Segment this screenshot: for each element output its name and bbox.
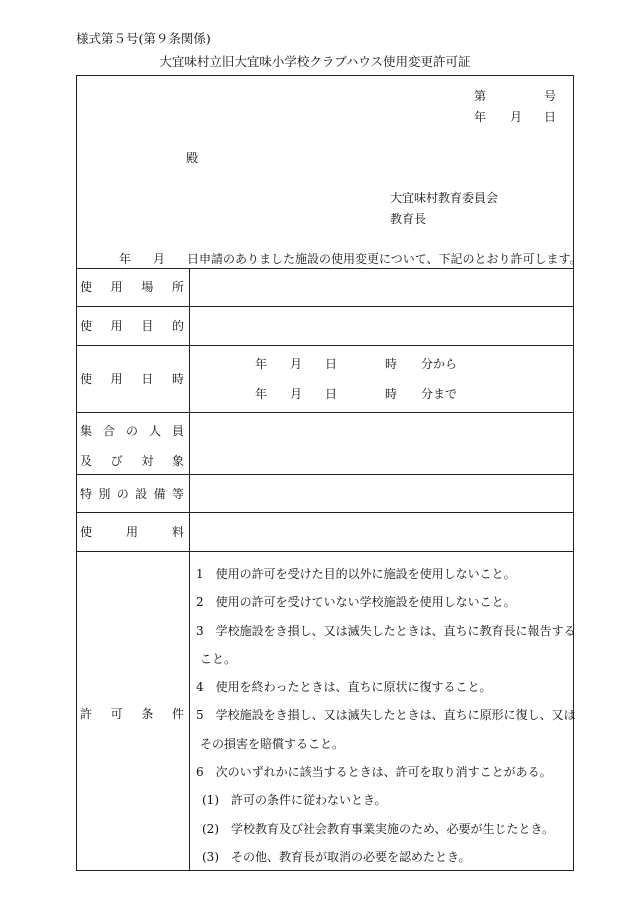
label-target: 及 び 対 象 [80,454,184,468]
condition-item: 5 学校施設をき損し、又は滅失したときは、直ちに原形に復し、又は [196,708,576,722]
label-people: 集 合 の 人 員 [80,424,184,438]
label-fee: 使 用 料 [80,525,184,539]
row-divider [76,551,574,552]
label-place: 使 用 場 所 [80,280,184,294]
condition-subitem: (1) 許可の条件に従わないとき。 [202,793,387,807]
row-divider [76,412,574,413]
row-divider [76,345,574,346]
condition-item: 1 使用の許可を受けた目的以外に施設を使用しないこと。 [196,567,516,581]
condition-item: 3 学校施設をき損し、又は滅失したときは、直ちに教育長に報告する [196,624,576,638]
condition-item: 6 次のいずれかに該当するときは、許可を取り消すことがある。 [196,765,552,779]
label-equipment: 特 別 の 設 備 等 [80,487,184,501]
issue-year: 年 [474,110,487,124]
form-title: 大宜味村立旧大宜味小学校クラブハウス使用変更許可証 [159,54,471,69]
label-conditions: 許 可 条 件 [80,707,184,721]
column-divider [189,268,190,870]
row-divider [76,512,574,513]
application-year: 年 [119,252,132,266]
issuer-org: 大宜味村教育委員会 [390,191,499,205]
issue-month: 月 [510,110,523,124]
row-divider [76,474,574,475]
label-datetime: 使 用 日 時 [80,372,184,386]
condition-item: 2 使用の許可を受けていない学校施設を使用しないこと。 [196,595,516,609]
condition-subitem: (2) 学校教育及び社会教育事業実施のため、必要が生じたとき。 [202,822,555,836]
addressee-suffix: 殿 [186,151,199,165]
condition-item: 4 使用を終わったときは、直ちに原状に復すること。 [196,680,492,694]
label-purpose: 使 用 目 的 [80,319,184,333]
condition-subitem: (3) その他、教育長が取消の必要を認めたとき。 [202,850,471,864]
permit-form [76,75,574,871]
condition-item-continued: こと。 [200,652,237,666]
issuer-title: 教育長 [390,212,427,226]
application-statement: 日申請のありました施設の使用変更について、下記のとおり許可します。 [187,252,582,266]
condition-item-continued: その損害を賠償すること。 [200,737,345,751]
issue-day: 日 [544,110,557,124]
row-divider [76,268,574,269]
permit-number-suffix: 号 [544,89,557,103]
permit-number-prefix: 第 [474,89,487,103]
form-number: 様式第５号(第９条関係) [76,31,211,46]
row-divider [76,306,574,307]
application-month: 月 [153,252,166,266]
